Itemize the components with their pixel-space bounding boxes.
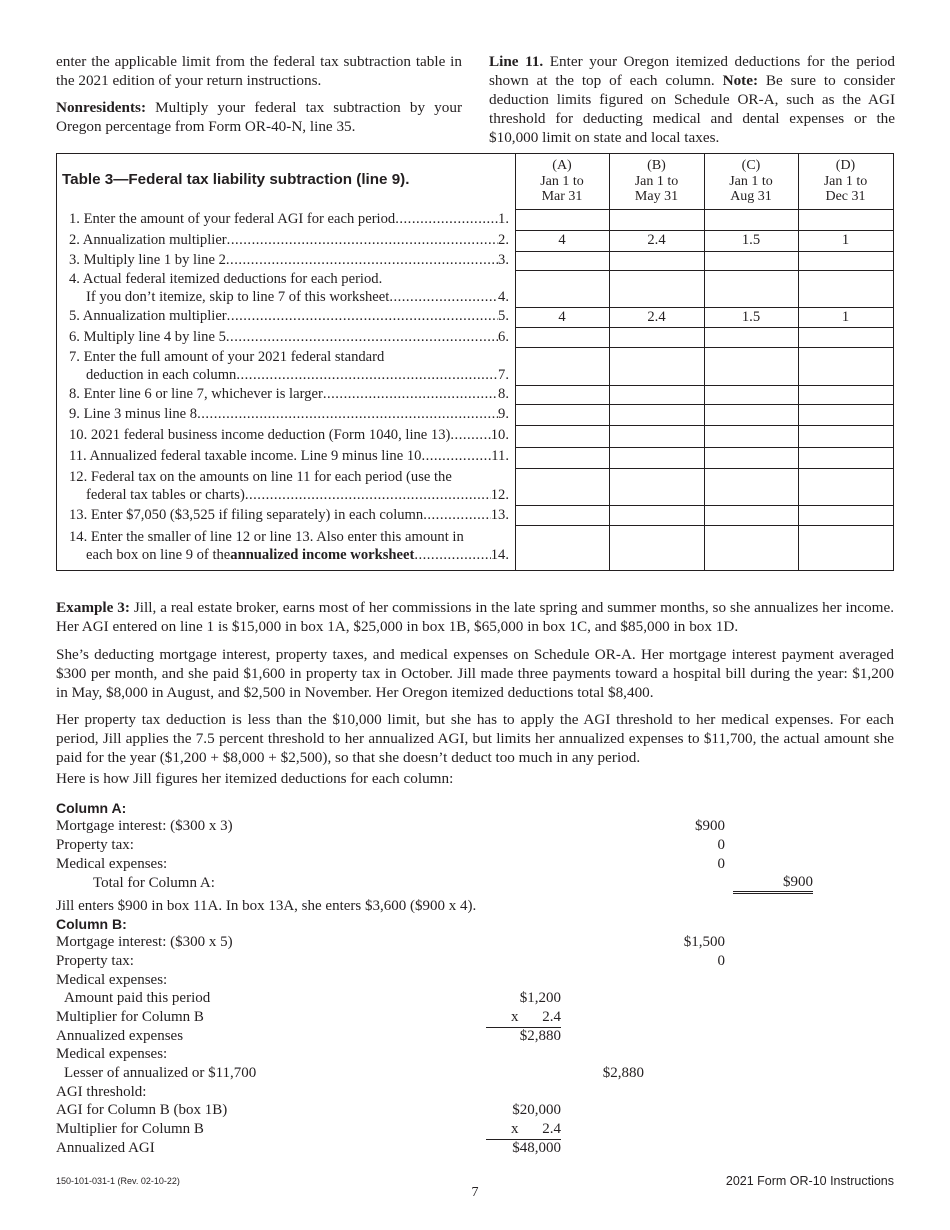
table-row: 5. Annualization multiplier ..... 5. (69, 307, 509, 325)
col-a-property-label: Property tax: (56, 837, 134, 853)
multiplier-cell: 4 (558, 232, 566, 248)
col-b-paid-label: Amount paid this period (64, 990, 211, 1006)
example-paragraph-3: Her property tax deduction is less than the $10,000 limit, but she has to apply the AGI threshold to her medical expenses. For each period, Jill applies the 7.5 percent threshold to her annualized AGI, but limits her annualized expenses to $11,700, the actual amount she paid for the year ($1,200 + $8,000 + $2,500), so that she doesn’t deduct too much in any period. (56, 711, 894, 766)
table-row: 12. Federal tax on the amounts on line 11 for each period (use the federal tax tables or charts) ..... 12. (69, 468, 509, 504)
table-row: 4. Actual federal itemized deductions for each period. If you don’t itemize, skip to line 7 of this worksheet ..... 4. (69, 270, 509, 306)
example-paragraph-1: Example 3: Jill, a real estate broker, earns most of her commissions in the late spring and summer months, so she annualizes her income. Her AGI entered on line 1 is $15,000 in box 1A, $25,000 in box 1B, $65,000 in box 1C, and $85,000 in box 1D. (56, 599, 894, 635)
col-b-mortgage-value: $1,500 (683, 934, 725, 950)
column-header: (B) Jan 1 to May 31 (634, 158, 679, 204)
col-b-mortgage-label: Mortgage interest: ($300 x 5) (56, 934, 233, 950)
example-paragraph-2: She’s deducting mortgage interest, property taxes, and medical expenses on Schedule OR-A. Her mortgage interest payment averaged $300 per month, and she paid $1,600 in property tax in October. Jill made three payments toward a hospital bill during the year: $1,200 in May, $8,000 in August, and $2,500 in November. Her Oregon itemized deductions total $8,400. (56, 646, 894, 701)
multiplier-cell: 1 (841, 232, 850, 248)
col-b-agi-label: AGI for Column B (box 1B) (56, 1102, 228, 1118)
col-b-agi-value: $20,000 (512, 1102, 561, 1118)
column-header: (C) Jan 1 to Aug 31 (729, 158, 773, 204)
col-b-annualized-exp-label: Annualized expenses (56, 1028, 184, 1044)
col-b-medical-label: Medical expenses: (56, 972, 168, 988)
col-a-medical-label: Medical expenses: (56, 856, 168, 872)
col-b-annualized-exp-value: $2,880 (519, 1028, 561, 1044)
table-row: 7. Enter the full amount of your 2021 federal standard deduction in each column ..... 7. (69, 348, 509, 384)
table-title: Table 3—Federal tax liability subtraction (line 9). (62, 171, 410, 188)
left-paragraph-1: enter the applicable limit from the federal tax subtraction table in the 2021 edition of your return instructions. (56, 53, 462, 89)
table-row: 11. Annualized federal taxable income. Line 9 minus line 10 ..... 11. (69, 447, 509, 465)
col-a-mortgage-value: $900 (695, 818, 725, 834)
multiplier-cell: 1.5 (741, 309, 761, 325)
col-b-lesser-value: $2,880 (602, 1065, 644, 1081)
col-b-multiplier-value: x 2.4 (486, 1008, 561, 1028)
example-paragraph-4: Here is how Jill figures her itemized deductions for each column: (56, 770, 454, 787)
table-row: 1. Enter the amount of your federal AGI for each period ..... 1. (69, 210, 509, 228)
col-a-total-label: Total for Column A: (93, 875, 215, 891)
col-b-multiplier2-label: Multiplier for Column B (56, 1121, 204, 1137)
footer-title: 2021 Form OR-10 Instructions (725, 1174, 894, 1188)
column-header: (A) Jan 1 to Mar 31 (540, 158, 584, 204)
multiplier-cell: 4 (558, 309, 566, 325)
multiplier-cell: 2.4 (647, 232, 666, 248)
page-number: 7 (471, 1185, 479, 1200)
col-b-annualized-agi-value: $48,000 (512, 1140, 561, 1156)
table-3 (56, 153, 894, 571)
column-header: (D) Jan 1 to Dec 31 (823, 158, 868, 204)
multiplier-cell: 1.5 (741, 232, 761, 248)
col-b-agi-threshold-label: AGI threshold: (56, 1084, 147, 1100)
col-b-medical2-label: Medical expenses: (56, 1046, 168, 1062)
col-a-note: Jill enters $900 in box 11A. In box 13A, she enters $3,600 ($900 x 4). (56, 898, 477, 914)
column-b-heading: Column B: (56, 916, 127, 932)
table-row: 9. Line 3 minus line 8 ..... 9. (69, 405, 509, 423)
table-row: 10. 2021 federal business income deduction (Form 1040, line 13) ..... 10. (69, 426, 509, 444)
col-b-lesser-label: Lesser of annualized or $11,700 (64, 1065, 257, 1081)
col-a-mortgage-label: Mortgage interest: ($300 x 3) (56, 818, 233, 834)
table-row: 6. Multiply line 4 by line 5 ..... 6. (69, 328, 509, 346)
col-b-property-value: 0 (717, 953, 725, 969)
table-row: 14. Enter the smaller of line 12 or line 13. Also enter this amount in each box on line 9 of the annualized income worksheet ..... 14. (69, 528, 509, 564)
table-row: 13. Enter $7,050 ($3,525 if filing separately) in each column ..... 13. (69, 506, 509, 524)
column-a-heading: Column A: (56, 800, 127, 816)
multiplier-cell: 2.4 (647, 309, 666, 325)
col-a-property-value: 0 (717, 837, 725, 853)
col-b-paid-value: $1,200 (519, 990, 561, 1006)
table-row: 2. Annualization multiplier ..... 2. (69, 231, 509, 249)
table-row: 3. Multiply line 1 by line 2 ..... 3. (69, 251, 509, 269)
right-paragraph: Line 11. Enter your Oregon itemized deductions for the period shown at the top of each column. Note: Be sure to consider deduction limits figured on Schedule OR-A, such as the AGI threshold for deducting medical and dental expenses or the $10,000 limit on state and local taxes. (489, 53, 896, 146)
table-row: 8. Enter line 6 or line 7, whichever is larger ..... 8. (69, 385, 509, 403)
col-a-total-value: $900 (733, 874, 813, 894)
multiplier-cell: 1 (841, 309, 850, 325)
col-a-medical-value: 0 (717, 856, 725, 872)
col-b-multiplier-label: Multiplier for Column B (56, 1009, 204, 1025)
col-b-multiplier2-value: x 2.4 (486, 1120, 561, 1140)
col-b-property-label: Property tax: (56, 953, 134, 969)
form-code: 150-101-031-1 (Rev. 02-10-22) (56, 1176, 180, 1186)
left-paragraph-2: Nonresidents: Multiply your federal tax subtraction by your Oregon percentage from Form OR-40-N, line 35. (56, 99, 462, 135)
col-b-annualized-agi-label: Annualized AGI (56, 1140, 155, 1156)
